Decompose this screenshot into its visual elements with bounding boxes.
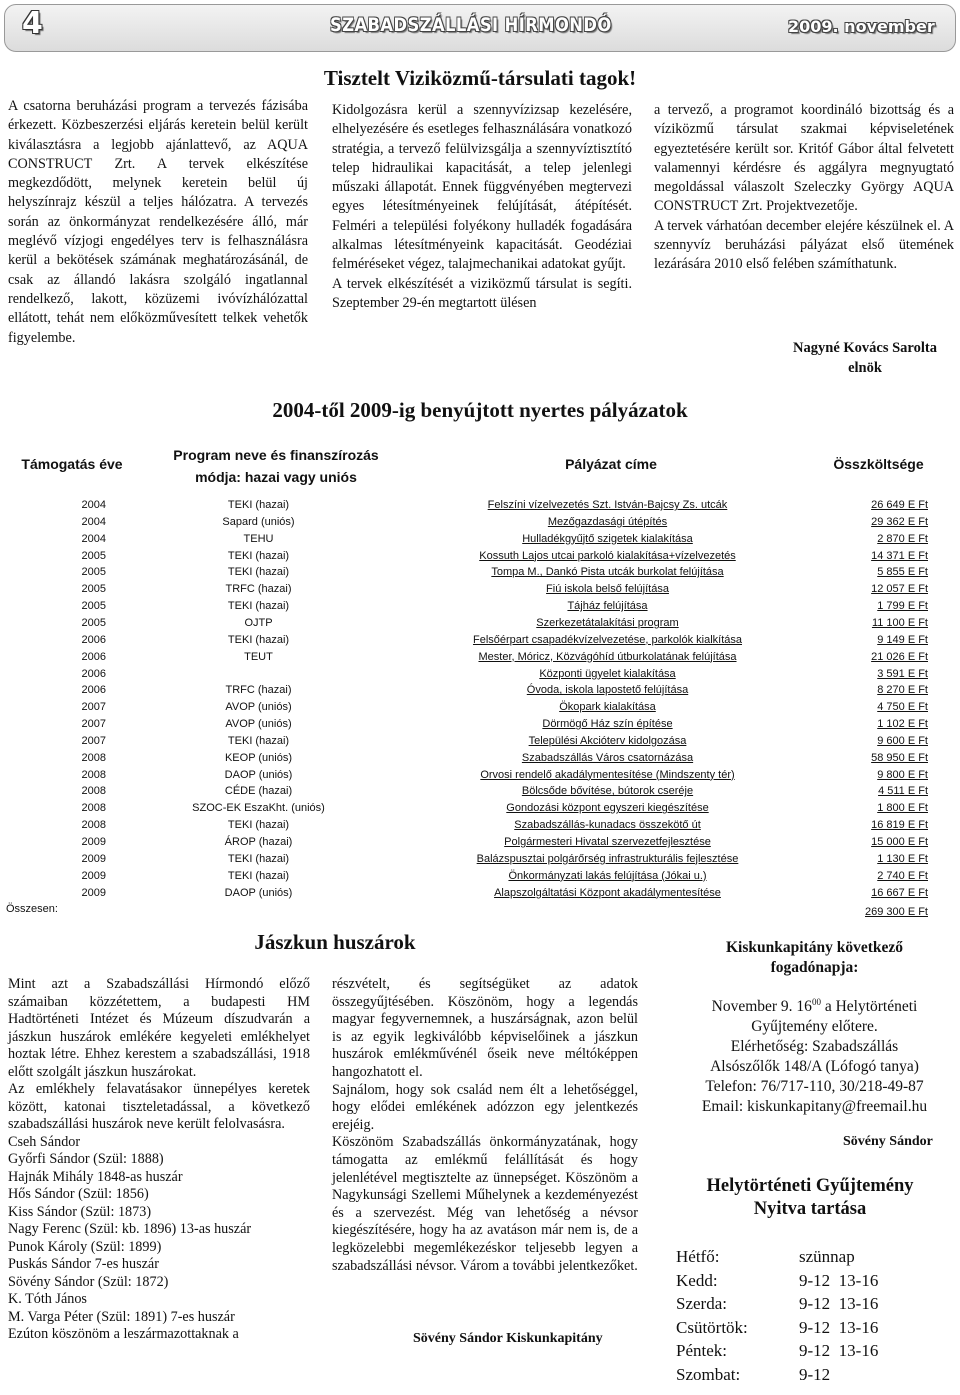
schedule-day: Kedd: [676,1270,718,1290]
schedule-row [676,1269,956,1293]
table-row [6,598,951,615]
row-program: TEKI (hazai) [227,819,290,832]
contact-address: Alsószőlők 148/A (Lófogó tanya) [710,1058,919,1076]
article2-paragraph: Mint azt a Szabadszállási Hírmondó előző számaiban közzétettem, a budapesti HM Hadtörténeti Intézet és Múzeum díszudvarán a jászkun huszárok emlékére kegyeleti emlékhelyet hoztak létre. Ehhez kerestem a szabadszállási, 1918 előtt szolgált jászkun huszárokat. [8,976,310,1080]
box-signature: Sövény Sándor [843,1134,933,1149]
row-year: 2005 [81,616,106,629]
row-title: Hulladékgyűjtő szigetek kialakítása [522,532,693,545]
box-title: fogadónapja: [770,959,859,976]
row-cost: 58 950 E Ft [871,751,928,764]
hussar-name: K. Tóth János [8,1291,87,1307]
table-row [6,783,951,800]
article1-paragraph: A tervek elkészítését a viziközmű társulat is segíti. Szeptember 29-én megtartott ülésen [332,275,632,311]
article2-column-2 [332,976,638,1275]
table-row [6,564,951,581]
table-title: 2004-től 2009-ig benyújtott nyertes pályázatok [272,398,688,422]
row-year: 2004 [81,515,106,528]
row-cost: 16 667 E Ft [871,886,928,899]
row-program: TEKI (hazai) [227,852,290,865]
row-year: 2009 [81,836,106,848]
row-cost: 15 000 E Ft [871,836,928,848]
article1-paragraph: A tervek várhatóan december elejére készülnek el. A szennyvíz beruházási pályázat első ütemének lezárására 2010 első felében számíthatunk. [654,217,954,273]
row-cost: 21 026 E Ft [871,650,928,663]
row-title: Gondozási központ egyszeri kiegészítése [506,802,709,815]
row-year: 2005 [81,549,106,562]
table-row [6,615,951,632]
row-year: 2008 [81,768,106,781]
hussar-name: Kiss Sándor (Szül: 1873) [8,1203,152,1220]
table-row [6,682,951,699]
row-title: Szerkezetátalakítási program [536,616,679,629]
hussar-name: Nagy Ferenc (Szül: kb. 1896) 13-as huszár [8,1221,252,1237]
row-year: 2008 [81,819,106,832]
row-title: Dörmögő Ház szín építése [542,718,673,731]
row-title: Kossuth Lajos utcai parkoló kialakítása+vízelvezetés [479,549,736,562]
row-cost: 29 362 E Ft [871,515,928,528]
row-year: 2008 [81,751,106,764]
row-program: CÉDE (hazai) [224,785,293,798]
row-cost: 4 511 E Ft [878,785,928,798]
article2-paragraph: Köszönöm Szabadszállás önkormányzatának, hogy támogatta az emlékmű felállítását és hogy jelenlétével megtisztelte az ünnepséget. Köszönöm a Nagykunsági Szellemi Műhelynek a kezdeményezést és a szervezést. Még van lehetőség a névsor kiegészítésére, hogy ha az avatáson már nem is, de a legközelebbi megemlékezéskor teljesebb legyen a szabadszállási névsor. Várom a további jelentkezőket. [332,1134,638,1274]
meeting-date [672,992,957,1017]
row-program: TEKI (hazai) [227,499,290,511]
signature-name: Nagyné Kovács Sarolta [793,340,937,356]
row-title: Ökopark kialakítása [559,701,656,714]
row-year: 2004 [81,499,106,511]
date-text: November 9. 16 [711,998,812,1016]
row-program: OJTP [244,616,273,629]
schedule-day: Csütörtök: [676,1317,748,1337]
article1-signature [770,338,960,378]
page-number: 4 [22,6,43,41]
table-row [6,817,951,834]
article2-paragraph: Sajnálom, hogy sok család nem élt a lehetőséggel, hogy elődei emlékének adózzon egy jelentkezés erejéig. [332,1081,638,1133]
row-program: AVOP (uniós) [225,718,292,731]
row-cost: 8 270 E Ft [877,684,928,697]
row-title: Tájház felújítása [567,600,648,613]
row-cost: 16 819 E Ft [871,819,928,832]
contact-label: Elérhetőség: Szabadszállás [730,1038,899,1056]
article1-column-1 [8,97,308,348]
total-value: 269 300 E Ft [865,906,928,919]
issue-date: 2009. november [788,17,935,36]
row-year: 2008 [81,785,106,798]
total-label: Összesen: [6,903,58,916]
article1-paragraph: Kidolgozásra kerül a szennyvízizsap kezelésére, elhelyezésére és esetleges felhasználására vonatkozó stratégia, a tervező felülvizsgálja a szennyvíztisztító telep hidraulikai kapacitását, a telep jelenlegi műszaki állapotát. Ennek függvényében megtervezi egyes létesítményeinek felújítását, átépítését. Felméri a települési folyékony hulladék fogadására alkalmas létesítményeink kapacitását. Geodéziai felméréseket végez, talajmechanikai adatokat gyűjt. [332,102,632,273]
hussar-name: M. Varga Péter (Szül: 1891) 7-es huszár [8,1308,235,1325]
schedule-day: Péntek: [676,1341,727,1361]
column-header-program [151,444,401,488]
header-line: Program neve és finanszírozás [173,447,379,463]
row-cost: 1 102 E Ft [877,718,928,731]
table-row [6,750,951,767]
article1-paragraph: A csatorna beruházási program a tervezés fázisába érkezett. Közbeszerzési eljárás keretein belül került kiválasztásra a legjobb ajánlattevő, az AQUA CONSTRUCT Zrt. A tervek elkészítése megkezdődött, melynek keretein belül új helyszínrajz készül a teljes hálózatra. A tervezés során az önkormányzat rendelkezésére álló, már meglévő vízjogi engedélyes terv is felhasználásra kerül a bekötések számának meghatározásánál, de csak az állandó lakásra szolgáló ingatlannal rendelkező, lakott, közüzemi ivóvízhálózattal ellátott, tehát nem előközművesített telkek vehetők figyelembe. [8,98,308,346]
row-cost: 26 649 E Ft [871,499,928,511]
row-program: KEOP (uniós) [224,751,293,764]
column-header-title: Pályázat címe [565,456,657,472]
row-year: 2006 [81,684,106,697]
row-title: Felszíni vízelvezetés Szt. István-Bajcsy Zs. utcák [487,499,728,511]
row-year: 2004 [81,532,106,545]
table-row [6,716,951,733]
header-line: módja: hazai vagy uniós [195,469,357,485]
column-header-year: Támogatás éve [21,456,123,472]
row-title: Mester, Móricz, Közvágóhíd útburkolatának felújítása [478,650,737,663]
schedule-hours: szünnap [799,1247,855,1266]
date-text: a Helytörténeti [820,998,918,1016]
table-row [6,548,951,565]
table-row [6,800,951,817]
article1-paragraph: a tervező, a programot koordináló bizottság és a víziközmű társulat szakmai képviseletének egyeztetésére került sor. Kritóf Gábor által felvetett valamennyi kérdésre és aggályra megnyugtató megoldással válaszolt Szeleczky György AQUA CONSTRUCT Zrt. Projektvezetője. [654,102,954,215]
schedule-day: Szerda: [676,1294,727,1314]
article1-column-2 [332,101,632,313]
office-hours-box [672,938,957,1117]
row-title: Felsőérpart csapadékvízelvezetése, parkolók kialkítása [472,633,743,646]
row-program: TEKI (hazai) [227,600,290,613]
row-year: 2009 [81,869,106,882]
table-row [6,581,951,598]
column-header-cost: Összköltsége [833,456,924,472]
row-year: 2009 [81,886,106,899]
row-program: AVOP (uniós) [225,701,292,714]
article2-column-1 [8,976,310,1344]
schedule-day: Hétfő: [676,1247,720,1266]
opening-hours-table [676,1245,956,1387]
row-year: 2007 [81,718,106,731]
row-cost: 1 800 E Ft [877,802,928,815]
row-program: DAOP (uniós) [224,768,293,781]
schedule-hours: 9-12 13-16 [799,1294,879,1314]
row-program: ÁROP (hazai) [224,836,293,848]
table-row [6,497,951,514]
row-cost: 14 371 E Ft [871,549,928,562]
hussar-names-list [8,1134,310,1327]
table-row [6,514,951,531]
table-total-row [6,901,951,918]
article2-signature: Sövény Sándor Kiskunkapitány [413,1331,603,1346]
hussar-name: Hős Sándor (Szül: 1856) [8,1186,149,1202]
article2-paragraph: részvételt, és segítségüket az adatok összegyűjtésében. Köszönöm, hogy a legendás magyar fegyvernemnek, a huszárságnak, azon belül is az egyik legkiválóbb képviselőinek a jászkun huszárok emlékművénél őseik neve méltóképpen hangozhatott el. [332,976,638,1080]
row-title: Óvoda, iskola lapostető felújítása [526,684,689,697]
row-year: 2008 [81,802,106,815]
row-cost: 1 130 E Ft [877,852,928,865]
contact-email: Email: kiskunkapitany@freemail.hu [701,1098,928,1116]
row-program: DAOP (uniós) [224,886,293,899]
article1-column-3 [654,101,954,275]
schedule-hours: 9-12 13-16 [799,1317,879,1337]
row-title: Szabadszállás-kunadacs összekötő út [514,819,701,832]
hussar-name: Punok Károly (Szül: 1899) [8,1238,162,1255]
article-title-viz: Tisztelt Viziközmű-társulati tagok! [323,66,637,90]
box-title: Kiskunkapitány következő [725,939,903,956]
signature-role: elnök [848,360,882,376]
row-year: 2005 [81,583,106,596]
row-title: Szabadszállás Város csatornázása [521,751,694,764]
row-title: Balázspusztai polgárőrség infrastrukturális fejlesztése [476,852,739,865]
row-title: Központi ügyelet kialakítása [539,667,676,680]
article2-paragraph: Az emlékhely felavatásakor ünnepélyes keretek között, katonai tiszteletadással, a következő szabadszállási huszárok neve került felolvasásra. [8,1081,310,1132]
row-title: Települési Akcióterv kidolgozása [528,734,687,747]
row-program: TEKI (hazai) [227,633,290,646]
table-row [6,885,951,902]
article2-paragraph: Ezúton köszönöm a leszármazottaknak a [8,1326,239,1342]
hussar-name: Hajnák Mihály 1848-as huszár [8,1168,183,1185]
row-cost: 9 600 E Ft [877,734,928,747]
row-cost: 12 057 E Ft [871,583,928,596]
table-row [6,767,951,784]
row-year: 2006 [81,667,106,680]
table-row [6,632,951,649]
row-cost: 4 750 E Ft [877,701,928,714]
hussar-name: Sövény Sándor (Szül: 1872) [8,1273,169,1290]
table-row [6,699,951,716]
row-program: TEKI (hazai) [227,734,290,747]
row-program: TEKI (hazai) [227,549,290,562]
newspaper-title: SZABADSZÁLLÁSI HÍRMONDÓ [330,14,612,36]
hussar-name: Győrfi Sándor (Szül: 1888) [8,1151,164,1167]
row-program: TRFC (hazai) [225,583,292,596]
table-row [6,733,951,750]
row-program: Sapard (uniós) [222,515,295,528]
row-title: Polgármesteri Hivatal szervezetfejlesztése [504,836,711,848]
table-row [6,851,951,868]
table-row [6,531,951,548]
contact-phone: Telefon: 76/717-110, 30/218-49-87 [705,1078,924,1096]
schedule-hours: 9-12 13-16 [799,1270,879,1290]
row-title: Tompa M., Dankó Pista utcák burkolat felújítása [491,566,724,579]
table-row [6,666,951,683]
row-title: Orvosi rendelő akadálymentesítése (Mindszenty tér) [480,768,735,781]
article-title-huszarok: Jászkun huszárok [254,930,416,954]
schedule-row [676,1363,956,1387]
row-title: Önkormányzati lakás felújítása (Jókai u.) [508,869,707,882]
schedule-row [676,1292,956,1316]
schedule-hours: 9-12 [799,1364,831,1384]
schedule-row [676,1339,956,1363]
table-row [6,649,951,666]
row-cost: 1 799 E Ft [877,600,928,613]
row-program: TEUT [244,650,273,663]
row-year: 2006 [81,633,106,646]
row-title: Bölcsőde bővítése, bútorok cseréje [521,785,694,798]
row-title: Mezőgazdasági útépítés [547,515,668,528]
date-sup: 00 [811,997,821,1007]
row-program: TEHU [243,532,274,545]
meeting-place: Gyűjtemény előtere. [751,1018,878,1036]
row-year: 2007 [81,701,106,714]
row-cost: 9 800 E Ft [877,768,928,781]
row-cost: 5 855 E Ft [877,566,928,579]
row-cost: 2 870 E Ft [877,532,928,545]
row-year: 2005 [81,600,106,613]
row-title: Alapszolgáltatási Központ akadálymentesítése [494,886,721,899]
schedule-title-line: Helytörténeti Gyűjtemény [706,1176,914,1196]
schedule-row [676,1245,956,1269]
row-cost: 9 149 E Ft [877,633,928,646]
row-year: 2005 [81,566,106,579]
schedule-title-line: Nyitva tartása [753,1199,867,1219]
hussar-name: Cseh Sándor [8,1133,81,1150]
table-row [6,834,951,851]
table-row [6,868,951,885]
schedule-hours: 9-12 13-16 [799,1341,879,1361]
row-cost: 3 591 E Ft [877,667,928,680]
row-year: 2009 [81,852,106,865]
row-title: Fiú iskola belső felújítása [546,583,669,596]
hussar-name: Puskás Sándor 7-es huszár [8,1256,159,1272]
row-program: TEKI (hazai) [227,869,290,882]
row-program: TRFC (hazai) [225,684,292,697]
row-program: TEKI (hazai) [227,566,290,579]
row-cost: 11 100 E Ft [871,616,928,629]
schedule-row [676,1316,956,1340]
row-year: 2006 [81,650,106,663]
schedule-title [660,1175,960,1221]
row-cost: 2 740 E Ft [877,869,928,882]
schedule-day: Szombat: [676,1364,741,1384]
row-year: 2007 [81,734,106,747]
row-program: SZOC-EK EszaKht. (uniós) [192,802,325,815]
